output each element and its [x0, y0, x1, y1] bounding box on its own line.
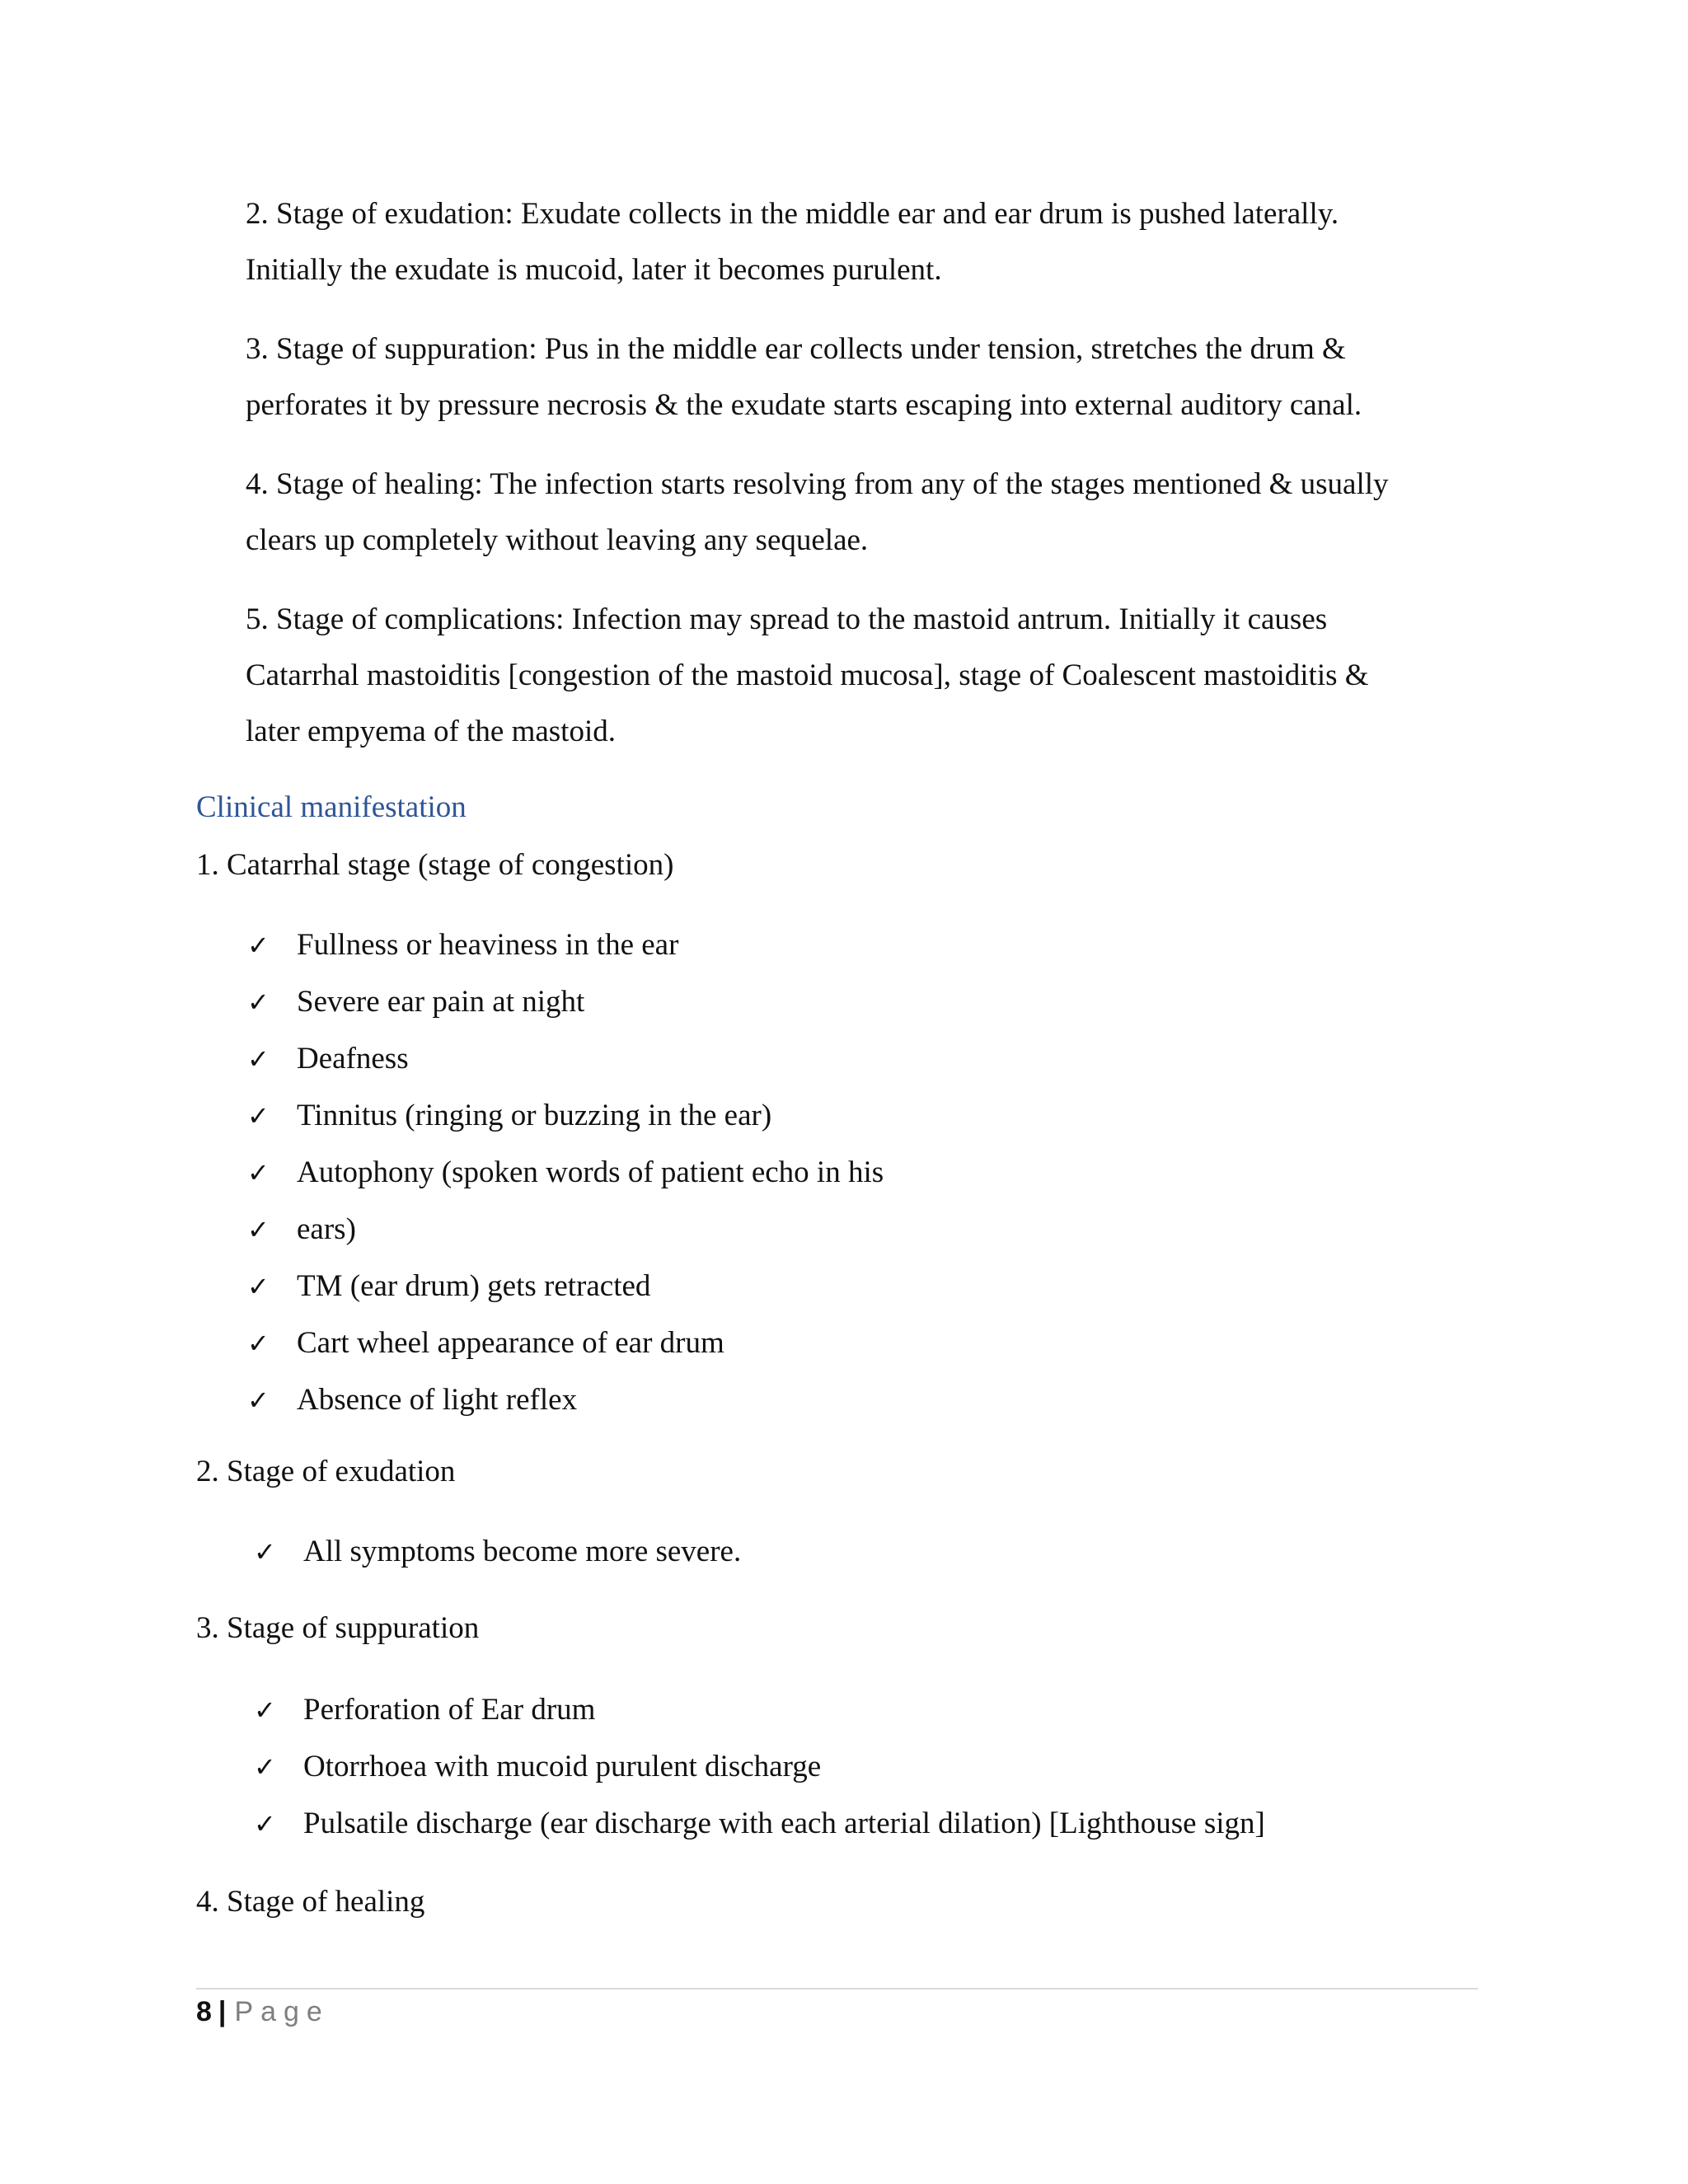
list-item-text: Autophony (spoken words of patient echo in his — [297, 1155, 884, 1189]
checkmark-icon: ✓ — [254, 1808, 276, 1840]
list-item-text: Absence of light reflex — [297, 1383, 578, 1417]
list-item-text: Perforation of Ear drum — [303, 1693, 596, 1727]
footer-separator: | — [218, 1996, 227, 2027]
paragraph-stage-exudation — [246, 186, 1482, 298]
page-number: 8 — [196, 1996, 212, 2027]
page-footer — [196, 1991, 330, 2032]
paragraph-stage-healing — [246, 457, 1482, 569]
checkmark-icon: ✓ — [247, 930, 270, 961]
paragraph-line: later empyema of the mastoid. — [246, 715, 616, 748]
list-item-text: Fullness or heaviness in the ear — [297, 928, 679, 962]
checkmark-icon: ✓ — [254, 1536, 276, 1568]
checkmark-icon: ✓ — [247, 1043, 270, 1075]
stage-title: 3. Stage of suppuration — [196, 1611, 480, 1645]
list-item-text: Tinnitus (ringing or buzzing in the ear) — [297, 1099, 772, 1132]
list-item-text: Deafness — [297, 1042, 409, 1076]
stage-title: 2. Stage of exudation — [196, 1455, 456, 1488]
section-heading: Clinical manifestation — [196, 790, 467, 824]
list-item-text: Otorrhoea with mucoid purulent discharge — [303, 1750, 822, 1783]
paragraph-line: 4. Stage of healing: The infection starts resolving from any of the stages mentioned & usually — [246, 467, 1389, 501]
checkmark-icon: ✓ — [247, 1157, 270, 1188]
paragraph-line: 2. Stage of exudation: Exudate collects in the middle ear and ear drum is pushed laterally. — [246, 197, 1339, 231]
checkmark-icon: ✓ — [247, 1328, 270, 1359]
stage-title: 1. Catarrhal stage (stage of congestion) — [196, 848, 674, 882]
list-item-text: ears) — [297, 1212, 356, 1246]
page-label: Page — [234, 1996, 330, 2027]
paragraph-line: 5. Stage of complications: Infection may spread to the mastoid antrum. Initially it causes — [246, 602, 1328, 636]
paragraph-line: clears up completely without leaving any sequelae. — [246, 523, 869, 557]
checkmark-icon: ✓ — [247, 1214, 270, 1245]
paragraph-stage-suppuration — [246, 321, 1482, 434]
paragraph-line: 3. Stage of suppuration: Pus in the middle ear collects under tension, stretches the drum & — [246, 332, 1346, 366]
paragraph-line: perforates it by pressure necrosis & the exudate starts escaping into external auditory canal. — [246, 388, 1362, 422]
checkmark-icon: ✓ — [247, 1385, 270, 1416]
stage-title: 4. Stage of healing — [196, 1885, 425, 1919]
checkmark-icon: ✓ — [247, 1271, 270, 1302]
list-item-text: TM (ear drum) gets retracted — [297, 1269, 651, 1303]
paragraph-stage-complications — [246, 592, 1482, 760]
list-item-text: Pulsatile discharge (ear discharge with each arterial dilation) [Lighthouse sign] — [303, 1807, 1265, 1840]
paragraph-line: Catarrhal mastoiditis [congestion of the mastoid mucosa], stage of Coalescent mastoiditis & — [246, 658, 1369, 692]
checkmark-icon: ✓ — [254, 1694, 276, 1726]
list-item-text: All symptoms become more severe. — [303, 1535, 742, 1568]
footer-divider — [196, 1988, 1478, 1990]
list-item-text: Cart wheel appearance of ear drum — [297, 1326, 724, 1360]
checkmark-icon: ✓ — [247, 987, 270, 1018]
checkmark-icon: ✓ — [247, 1100, 270, 1132]
checkmark-icon: ✓ — [254, 1751, 276, 1783]
list-item-text: Severe ear pain at night — [297, 985, 585, 1019]
paragraph-line: Initially the exudate is mucoid, later it becomes purulent. — [246, 253, 942, 287]
